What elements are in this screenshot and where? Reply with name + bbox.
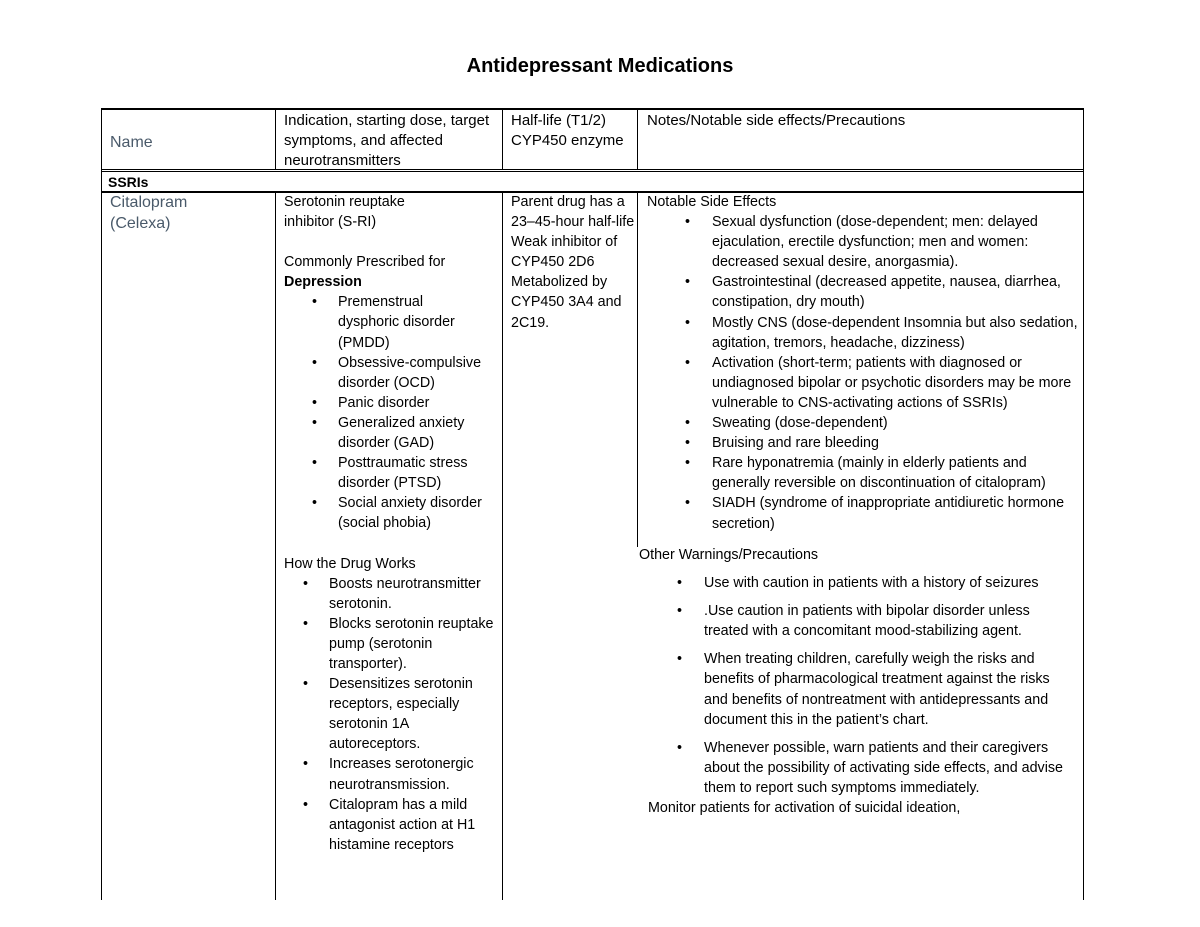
mechanism-line2: inhibitor (S-RI) [284, 214, 377, 231]
page-title: Antidepressant Medications [466, 55, 734, 77]
list-item: • Use with caution in patients with a history of seizures [639, 573, 1069, 593]
primary-indication: Depression [284, 274, 362, 291]
list-item: • SIADH (syndrome of inappropriate antidiuretic hormone secretion) [647, 493, 1079, 533]
col-divider-3-header [637, 108, 638, 170]
list-item: • Blocks serotonin reuptake pump (serotonin transporter). [284, 614, 502, 674]
table-top-border [102, 108, 1084, 110]
header-notes: Notes/Notable side effects/Precautions [647, 112, 906, 129]
list-item: • Activation (short-term; patients with diagnosed or undiagnosed bipolar or psychotic disorders may be more vulnerable to CNS-activating actions of SSRIs) [647, 353, 1079, 413]
indication-list [284, 292, 484, 533]
header-halflife [511, 111, 636, 151]
header-divider [102, 169, 1084, 170]
monitor-text: Monitor patients for activation of suicidal ideation, [648, 800, 961, 817]
list-item: • Sexual dysfunction (dose-dependent; men: delayed ejaculation, erectile dysfunction; men and women: decreased sexual desire, anorgasmia). [647, 212, 1079, 272]
drug-name-brand: (Celexa) [110, 215, 171, 232]
list-item: • Bruising and rare bleeding [647, 433, 1079, 453]
header-name: Name [110, 134, 153, 151]
list-item: • Premenstrual dysphoric disorder (PMDD) [284, 292, 484, 352]
indication-cell [284, 192, 504, 855]
list-item: • Increases serotonergic neurotransmission. [284, 754, 502, 794]
how-it-works-label: How the Drug Works [284, 555, 416, 572]
commonly-prescribed-label: Commonly Prescribed for [284, 254, 446, 271]
drug-name-generic: Citalopram [110, 194, 188, 211]
list-item: • Posttraumatic stress disorder (PTSD) [284, 453, 484, 493]
list-item: • Desensitizes serotonin receptors, especially serotonin 1A autoreceptors. [284, 674, 502, 754]
header-indication: Indication, starting dose, target symptoms, and affected neurotransmitters [284, 112, 490, 169]
header-divider-double [102, 171, 1084, 172]
col-divider-1 [275, 192, 276, 900]
list-item: • Whenever possible, warn patients and their caregivers about the possibility of activating side effects, and advise them to report such symptoms immediately. [639, 738, 1069, 798]
list-item: • Rare hyponatremia (mainly in elderly patients and generally reversible on discontinuation of citalopram) [647, 453, 1079, 493]
list-item: • Panic disorder [284, 393, 484, 413]
table-right-border [1083, 108, 1084, 900]
warnings-list [639, 573, 1069, 798]
side-effects-cell [647, 192, 1079, 534]
col-divider-3 [637, 192, 638, 547]
drug-name [110, 192, 187, 234]
mechanism-line1: Serotonin reuptake [284, 194, 405, 210]
header-halflife-line1: Half-life (T1/2) [511, 112, 607, 129]
pharmacokinetics-cell: Parent drug has a 23–45-hour half-life Weak inhibitor of CYP450 2D6 Metabolized by CYP450 3A4 and 2C19. [511, 194, 635, 331]
how-it-works-list [284, 574, 502, 855]
list-item: • .Use caution in patients with bipolar disorder unless treated with a concomitant mood-stabilizing agent. [639, 601, 1069, 641]
list-item: • Generalized anxiety disorder (GAD) [284, 413, 484, 453]
section-label-ssris: SSRIs [108, 174, 149, 190]
list-item: • Boosts neurotransmitter serotonin. [284, 574, 502, 614]
list-item: • Sweating (dose-dependent) [647, 413, 1079, 433]
table-left-border [101, 108, 102, 900]
list-item: • When treating children, carefully weigh the risks and benefits of pharmacological treatment against the risks and benefits of nontreatment with antidepressants and document this in the patient’s chart. [639, 649, 1069, 729]
list-item: • Citalopram has a mild antagonist action at H1 histamine receptors [284, 795, 502, 855]
list-item: • Mostly CNS (dose-dependent Insomnia but also sedation, agitation, tremors, headache, dizziness) [647, 313, 1079, 353]
list-item: • Social anxiety disorder (social phobia) [284, 493, 484, 533]
warnings-label: Other Warnings/Precautions [639, 547, 819, 563]
col-divider-1-header [275, 108, 276, 170]
header-halflife-line2: CYP450 enzyme [511, 132, 624, 149]
side-effects-list [647, 212, 1079, 534]
list-item: • Obsessive-compulsive disorder (OCD) [284, 353, 484, 393]
side-effects-label: Notable Side Effects [647, 194, 777, 210]
list-item: • Gastrointestinal (decreased appetite, nausea, diarrhea, constipation, dry mouth) [647, 272, 1079, 312]
warnings-cell [639, 545, 1079, 818]
